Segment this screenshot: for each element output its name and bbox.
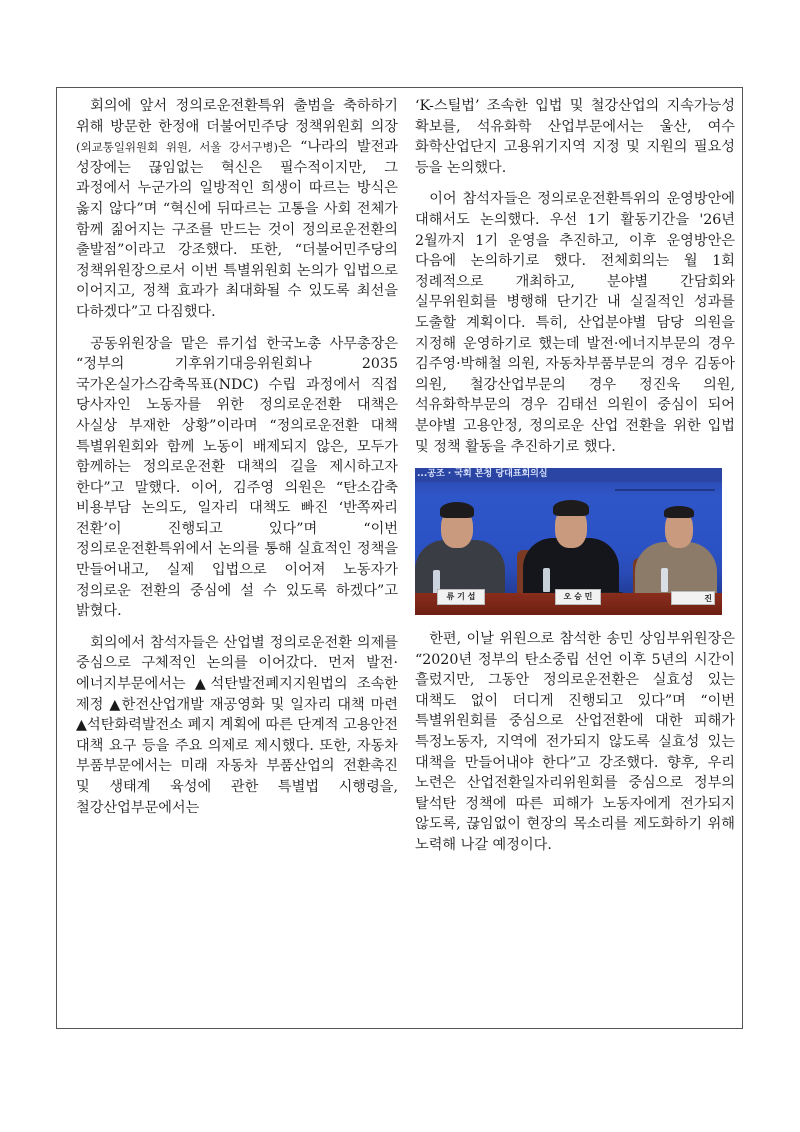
right-column bbox=[415, 96, 735, 867]
name-plate: 오 승 민 bbox=[555, 589, 601, 605]
paragraph-closing-remarks: 한편, 이날 위원으로 참석한 송민 상임부위원장은 “2020년 정부의 탄소중립 선언 이후 5년의 시간이 흘렀지만, 그동안 정의로운전환은 실효성 있는 대책도 없이 더디게 진행되고 있다”며 “이번 특별위원회를 중심으로 산업전환에 대한 피해가 특정노동자, 지역에 전가되지 않도록 실효성 있는 대책을 만들어내야 한다”고 강조했다. 향후, 우리 노련은 산업전환일자리위원회를 중심으로 정부의 탈석탄 정책에 따른 피해가 노동자에게 전가되지 않도록, 끊임없이 현장의 목소리를 제도화하기 위해 노력해 나갈 예정이다. bbox=[415, 631, 735, 854]
water-bottle bbox=[661, 568, 668, 592]
paragraph-industry-agenda: 회의에서 참석자들은 산업별 정의로운전환 의제를 중심으로 구체적인 논의를 이어갔다. 먼저 발전·에너지부문에서는 ▲석탄발전폐지지원법의 조속한 제정 ▲한전산업개발 재공영화 및 일자리 대책 마련 ▲석탄화력발전소 폐지 계획에 따른 단계적 고용안전 대책 요구 등을 주요 의제로 제시했다. 또한, 자동차 부품부문에서는 미래 자동차 부품산업의 전환촉진 및 생태계 육성에 관한 특별법 시행령을, 철강산업부문에서는 bbox=[76, 634, 398, 816]
photo-backdrop-stripe bbox=[615, 489, 715, 491]
paragraph-text: 회의에 앞서 정의로운전환특위 출범을 축하하기 위해 방문한 한정애 더불어민주당 정책위원회 의장 bbox=[76, 98, 398, 135]
paragraph-co-chair-remarks: 공동위원장을 맡은 류기섭 한국노총 사무총장은 “정부의 기후위기대응위원회나 2035 국가온실가스감축목표(NDC) 수립 과정에서 직접 당사자인 노동자를 위한 정의로운전환 대책은 사실상 부재한 상황”이라며 “정의로운전환 대책 특별위원회와 함께 노동이 배제되지 않은, 모두가 함께하는 정의로운전환 대책의 길을 제시하고자 한다”고 말했다. 이어, 김주영 의원은 “탄소감축 비용부담 논의도, 일자리 대책도 빠진 ‘반쪽짜리 전환’이 진행되고 있다”며 “이번 정의로운전환특위에서 논의를 통해 실효적인 정책을 만들어내고, 실제 입법으로 이어져 노동자가 정의로운 전환의 중심에 설 수 있도록 하겠다”고 밝혔다. bbox=[76, 335, 398, 620]
paragraph-text: 은 “나라의 발전과 성장에는 끊임없는 혁신은 필수적이지만, 그 과정에서 누군가의 일방적인 희생이 따르는 방식은 옳지 않다”며 “혁신에 뒤따르는 고통을 사회 전체가 함께 짊어지는 구조를 만드는 것이 정의로운전환의 출발점”이라고 강조했다. 또한, “더불어민주당의 정책위원장으로서 이번 특별위원회 논의가 입법으로 이어지고, 정책 효과가 최대화될 수 있도록 최선을 다하겠다”고 다짐했다. bbox=[76, 139, 398, 320]
name-plate: 진 bbox=[671, 591, 715, 605]
affiliation-note: (외교통일위원회 위원, 서울 강서구병) bbox=[76, 140, 278, 155]
paragraph-opening-remarks bbox=[76, 96, 398, 323]
water-bottle bbox=[543, 568, 550, 592]
document-page-frame bbox=[56, 87, 743, 1029]
meeting-photo bbox=[415, 468, 722, 615]
photo-backdrop-banner: ...공조 · 국회 본청 당대표회의실 bbox=[415, 468, 722, 482]
paragraph-continued-agenda: ‘K-스틸법’ 조속한 입법 및 철강산업의 지속가능성 확보를, 석유화학 산업부문에서는 울산, 여수 화학산업단지 고용위기지역 지정 및 지원의 필요성 등을 논의했다. bbox=[415, 98, 735, 176]
left-column bbox=[76, 96, 398, 829]
paragraph-operation-plan: 이어 참석자들은 정의로운전환특위의 운영방안에 대해서도 논의했다. 우선 1기 활동기간을 '26년 2월까지 1기 운영을 추진하고, 이후 운영방안은 다음에 논의하기로 했다. 전체회의는 월 1회 정례적으로 개최하고, 분야별 간담회와 실무위원회를 병행해 단기간 내 실질적인 성과를 도출할 계획이다. 특히, 산업분야별 담당 의원을 지정해 운영하기로 했는데 발전·에너지부문의 경우 김주영·박해철 의원, 자동차부품부문의 경우 김동아 의원, 철강산업부문의 경우 정진욱 의원, 석유화학부문의 경우 김태선 의원이 중심이 되어 분야별 고용안정, 정의로운 산업 전환을 위한 입법 및 정책 활동을 추진하기로 했다. bbox=[415, 191, 735, 455]
name-plate: 류 기 섭 bbox=[437, 589, 485, 605]
